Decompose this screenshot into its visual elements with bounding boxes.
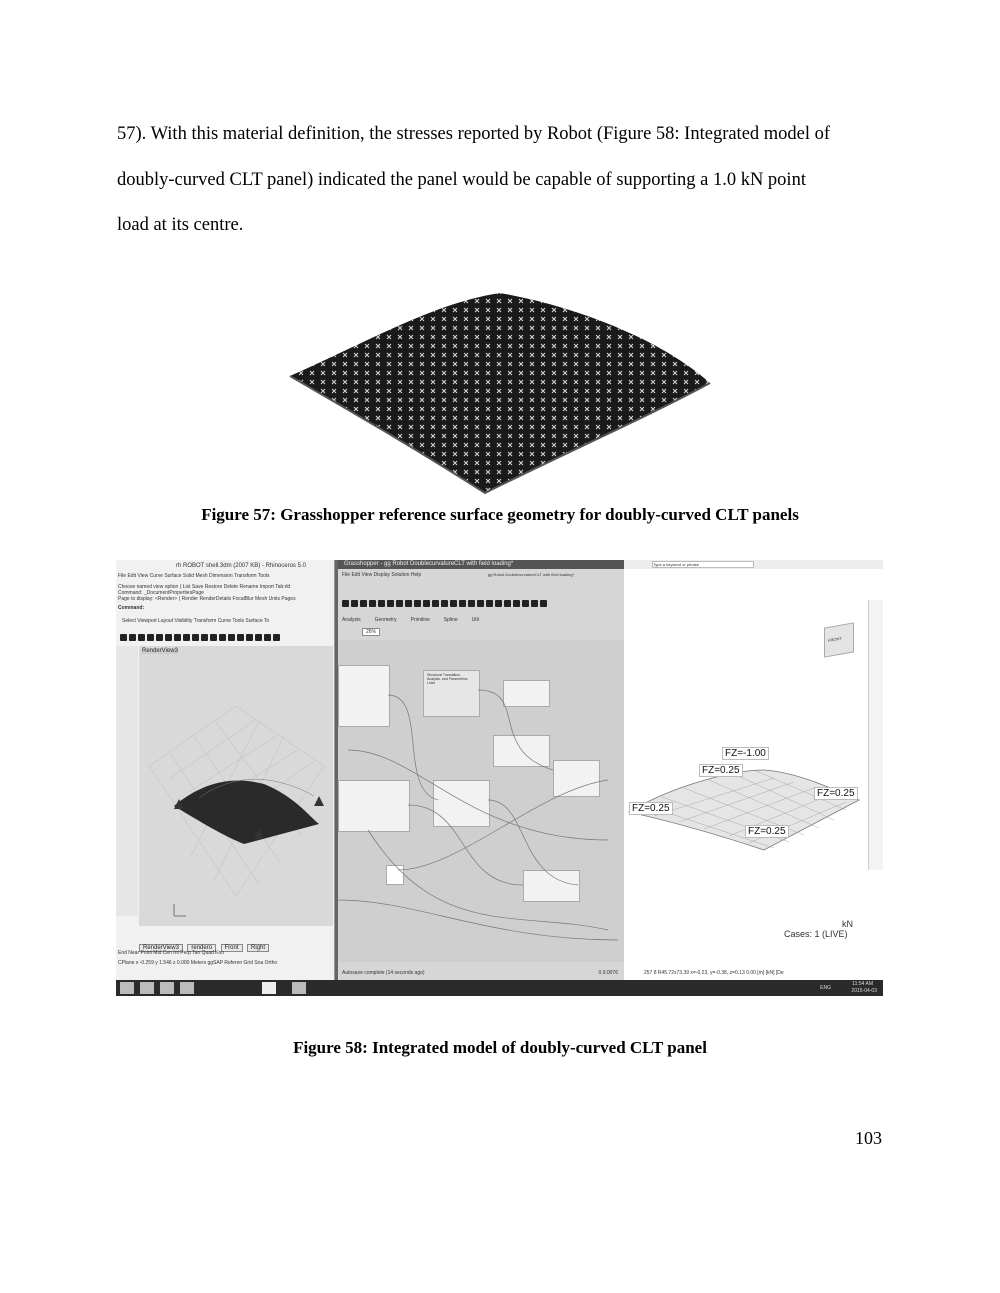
grasshopper-category-tabs[interactable] [342,617,479,623]
grasshopper-status: Autosave complete (14 seconds ago) [342,970,425,976]
rhino-menu[interactable]: File Edit View Curve Surface Solid Mesh Dimension Transform Tools [118,573,270,579]
robot-load-cases: Cases: 1 (LIVE) [784,929,848,939]
rhino-toolbar-tabs[interactable]: Select Viewport Layout Visibility Transform Curve Tools Surface To [122,618,270,624]
tab-renderview3[interactable]: RenderView3 [139,944,183,952]
rhino-toolbar-icons[interactable] [120,628,282,646]
rhino-command-history-2: Command: _DocumentPropertiesPage [118,590,204,596]
rhino-title: rh ROBOT shell.3dm (2007 KB) - Rhinoceros 5.0 [176,563,306,569]
body-line-1: 57). With this material definition, the stresses reported by Robot (Figure 58: Integrated model of [117,124,831,144]
taskbar-app-icon[interactable] [292,982,306,994]
robot-search-input[interactable]: Type a keyword or phrase [652,561,754,568]
body-line-3: load at its centre. [117,215,244,235]
body-line-2: doubly-curved CLT panel) indicated the panel would be capable of supporting a 1.0 kN point [117,169,806,190]
gh-wires [338,640,618,960]
load-label-center: FZ=-1.00 [722,747,769,760]
rhino-viewport-label[interactable]: RenderView3 [142,648,178,654]
view-cube-label: FRONT [828,635,842,643]
figure-58-caption: Figure 58: Integrated model of doubly-curved CLT panel [293,1038,707,1057]
rhino-command-history-1: Choose named view option ( List Save Restore Delete Rename Import Tab:rld [118,584,291,590]
grasshopper-component-icons[interactable] [342,594,549,612]
tab-front[interactable]: Front [221,944,243,952]
body-paragraph [117,112,897,249]
rhino-status-bar: CPlane x -0.259 y 1.546 z 0.000 Meters ggSAP Referen Grid Sna Ortho [118,960,278,966]
grasshopper-window [335,560,627,980]
page-number: 103 [855,1128,882,1148]
grasshopper-version: 0.9.0076 [598,970,618,976]
taskbar-app-icon[interactable] [160,982,174,994]
rhino-viewport[interactable] [139,646,333,926]
taskbar-app-icon[interactable] [180,982,194,994]
gh-group-label: Structural Translation, Analysis, and Parametrics Links [427,673,468,685]
figure-57-surface-image [285,288,715,498]
robot-unit-label: kN [842,919,853,929]
grasshopper-menu[interactable]: File Edit View Display Solution Help [342,572,422,578]
robot-view-cube[interactable] [824,622,854,657]
taskbar-time[interactable]: 11:54 AM [852,981,873,987]
rhino-perspective-grid [139,646,333,926]
grasshopper-canvas[interactable] [338,640,624,962]
robot-window [624,560,883,980]
taskbar-app-icon[interactable] [140,982,154,994]
gh-tab-spline[interactable]: Spline [443,617,458,623]
load-label-right: FZ=0.25 [814,787,858,800]
grasshopper-titlebar [338,560,624,569]
robot-status-bar: 257 8 R45.72x73.39 x=-0.23, y=-0.38, z=0.13 0.00 [m] [kN] [De [644,970,784,976]
grasshopper-doc-name: gg Robot DoublecurvatureCLT with field loading* [488,572,575,577]
gh-tab-util[interactable]: Util [471,617,479,623]
windows-start-icon[interactable] [120,982,134,994]
word-icon[interactable] [262,982,276,994]
tab-rendero[interactable]: rendero [187,944,216,952]
figure-58-screenshot [116,560,883,996]
load-label-bottom: FZ=0.25 [745,825,789,838]
load-label-top: FZ=0.25 [699,764,743,777]
gh-tab-geometry[interactable]: Geometry [374,617,397,623]
rhino-command-history-3: Page to display: <Render> ( Render RenderDetails FocalBlur Mesh Units Pages [118,596,296,602]
rhino-osnap-bar[interactable]: End Near Point Mid Cen Int Perp Tan Quad Kno [118,950,225,956]
rhino-side-toolbar[interactable] [116,646,138,916]
load-label-left: FZ=0.25 [629,802,673,815]
figure-57-caption: Figure 57: Grasshopper reference surface geometry for doubly-curved CLT panels [201,505,799,524]
taskbar-language[interactable]: ENG [820,985,831,991]
rhino-command-prompt[interactable]: Command: [118,605,145,611]
taskbar-date[interactable]: 2015-04-03 [851,988,877,994]
grasshopper-zoom[interactable]: 26% [362,628,380,636]
tab-right[interactable]: Right [247,944,269,952]
gh-tab-primitive[interactable]: Primitive [410,617,430,623]
gh-tab-analysis[interactable]: Analysis [342,617,361,623]
grasshopper-title: Grasshopper - gg Robot DoublecurvatureCLT with field loading* [344,561,514,567]
windows-taskbar [116,980,883,996]
robot-side-toolbar[interactable] [868,600,883,870]
rhino-window [116,560,335,980]
